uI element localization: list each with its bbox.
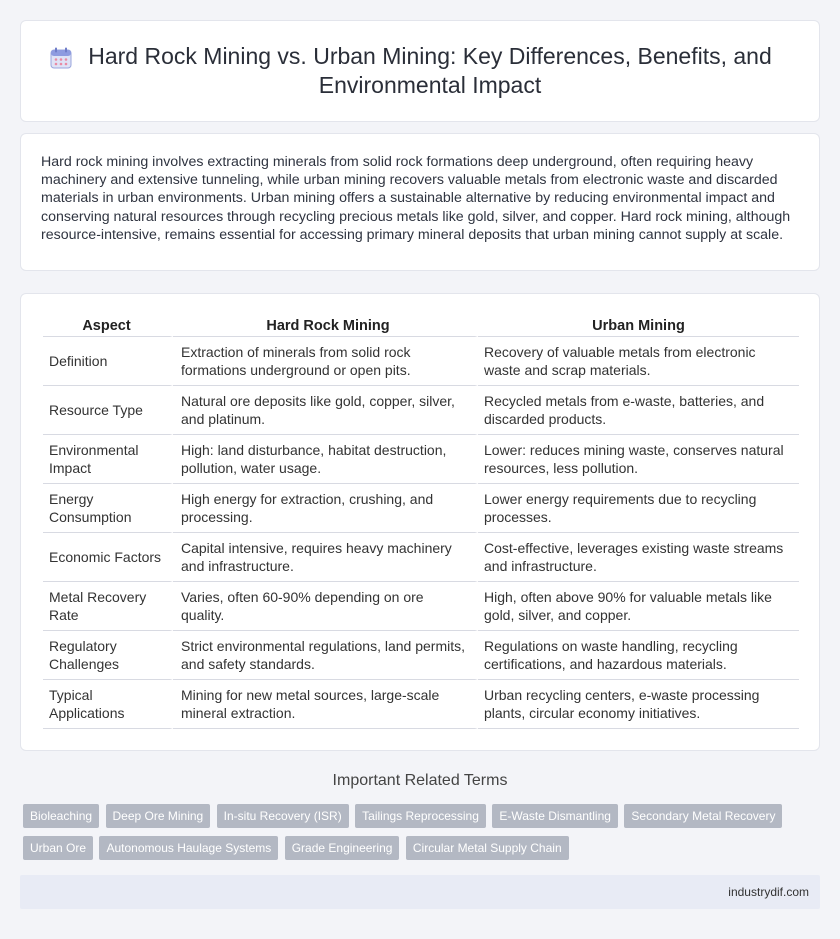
table-row	[43, 386, 799, 435]
aspect-cell: Resource Type	[43, 386, 173, 435]
related-term-tag[interactable]: In-situ Recovery (ISR)	[217, 804, 349, 828]
header-urban-mining: Urban Mining	[478, 316, 799, 337]
hard-rock-cell: Capital intensive, requires heavy machinery and infrastructure.	[173, 533, 478, 582]
urban-cell: Lower: reduces mining waste, conserves natural resources, less pollution.	[478, 435, 799, 484]
title-card	[20, 20, 820, 122]
table-row	[43, 337, 799, 386]
table-row	[43, 533, 799, 582]
related-term-tag[interactable]: Urban Ore	[23, 836, 93, 860]
urban-cell: Recycled metals from e-waste, batteries, and discarded products.	[478, 386, 799, 435]
table-row	[43, 484, 799, 533]
page-title: Hard Rock Mining vs. Urban Mining: Key Differences, Benefits, and Environmental Impact	[88, 43, 772, 98]
related-terms-heading: Important Related Terms	[332, 772, 508, 789]
aspect-cell: Metal Recovery Rate	[43, 582, 173, 631]
header-hard-rock-mining: Hard Rock Mining	[173, 316, 478, 337]
urban-cell: Regulations on waste handling, recycling certifications, and hazardous materials.	[478, 631, 799, 680]
table-row	[43, 582, 799, 631]
related-term-tag[interactable]: Circular Metal Supply Chain	[406, 836, 569, 860]
table-row	[43, 680, 799, 729]
aspect-cell: Economic Factors	[43, 533, 173, 582]
aspect-cell: Typical Applications	[43, 680, 173, 729]
aspect-cell: Environmental Impact	[43, 435, 173, 484]
related-term-tag[interactable]: Bioleaching	[23, 804, 99, 828]
aspect-cell: Definition	[43, 337, 173, 386]
urban-cell: Recovery of valuable metals from electronic waste and scrap materials.	[478, 337, 799, 386]
aspect-cell: Energy Consumption	[43, 484, 173, 533]
table-row	[43, 435, 799, 484]
hard-rock-cell: High: land disturbance, habitat destruction, pollution, water usage.	[173, 435, 478, 484]
footer-site-link[interactable]: industrydif.com	[728, 885, 809, 899]
related-term-tag[interactable]: Tailings Reprocessing	[355, 804, 486, 828]
urban-cell: High, often above 90% for valuable metals like gold, silver, and copper.	[478, 582, 799, 631]
related-term-tag[interactable]: Secondary Metal Recovery	[624, 804, 782, 828]
related-terms-list	[23, 804, 813, 868]
related-term-tag[interactable]: E-Waste Dismantling	[492, 804, 618, 828]
urban-cell: Urban recycling centers, e-waste processing plants, circular economy initiatives.	[478, 680, 799, 729]
table-header-row	[43, 316, 799, 337]
comparison-card	[20, 293, 820, 751]
hard-rock-cell: Extraction of minerals from solid rock formations underground or open pits.	[173, 337, 478, 386]
related-term-tag[interactable]: Autonomous Haulage Systems	[99, 836, 278, 860]
hard-rock-cell: High energy for extraction, crushing, and processing.	[173, 484, 478, 533]
comparison-table	[43, 316, 799, 729]
aspect-cell: Regulatory Challenges	[43, 631, 173, 680]
header-aspect: Aspect	[43, 316, 173, 337]
hard-rock-cell: Varies, often 60-90% depending on ore quality.	[173, 582, 478, 631]
table-row	[43, 631, 799, 680]
related-term-tag[interactable]: Grade Engineering	[285, 836, 400, 860]
intro-paragraph: Hard rock mining involves extracting minerals from solid rock formations deep underground, often requiring heavy machinery and extensive tunneling, while urban mining recovers valuable metals from electronic waste and discarded materials in urban environments. Urban mining offers a sustainable alternative by reducing environmental impact and conserving natural resources through recycling precious metals like gold, silver, and copper. Hard rock mining, although resource-intensive, remains essential for accessing primary mineral deposits that urban mining cannot supply at scale.	[41, 154, 791, 243]
footer	[20, 875, 820, 909]
hard-rock-cell: Strict environmental regulations, land permits, and safety standards.	[173, 631, 478, 680]
urban-cell: Cost-effective, leverages existing waste streams and infrastructure.	[478, 533, 799, 582]
related-term-tag[interactable]: Deep Ore Mining	[106, 804, 211, 828]
urban-cell: Lower energy requirements due to recycling processes.	[478, 484, 799, 533]
hard-rock-cell: Natural ore deposits like gold, copper, silver, and platinum.	[173, 386, 478, 435]
hard-rock-cell: Mining for new metal sources, large-scale mineral extraction.	[173, 680, 478, 729]
intro-card	[20, 133, 820, 271]
